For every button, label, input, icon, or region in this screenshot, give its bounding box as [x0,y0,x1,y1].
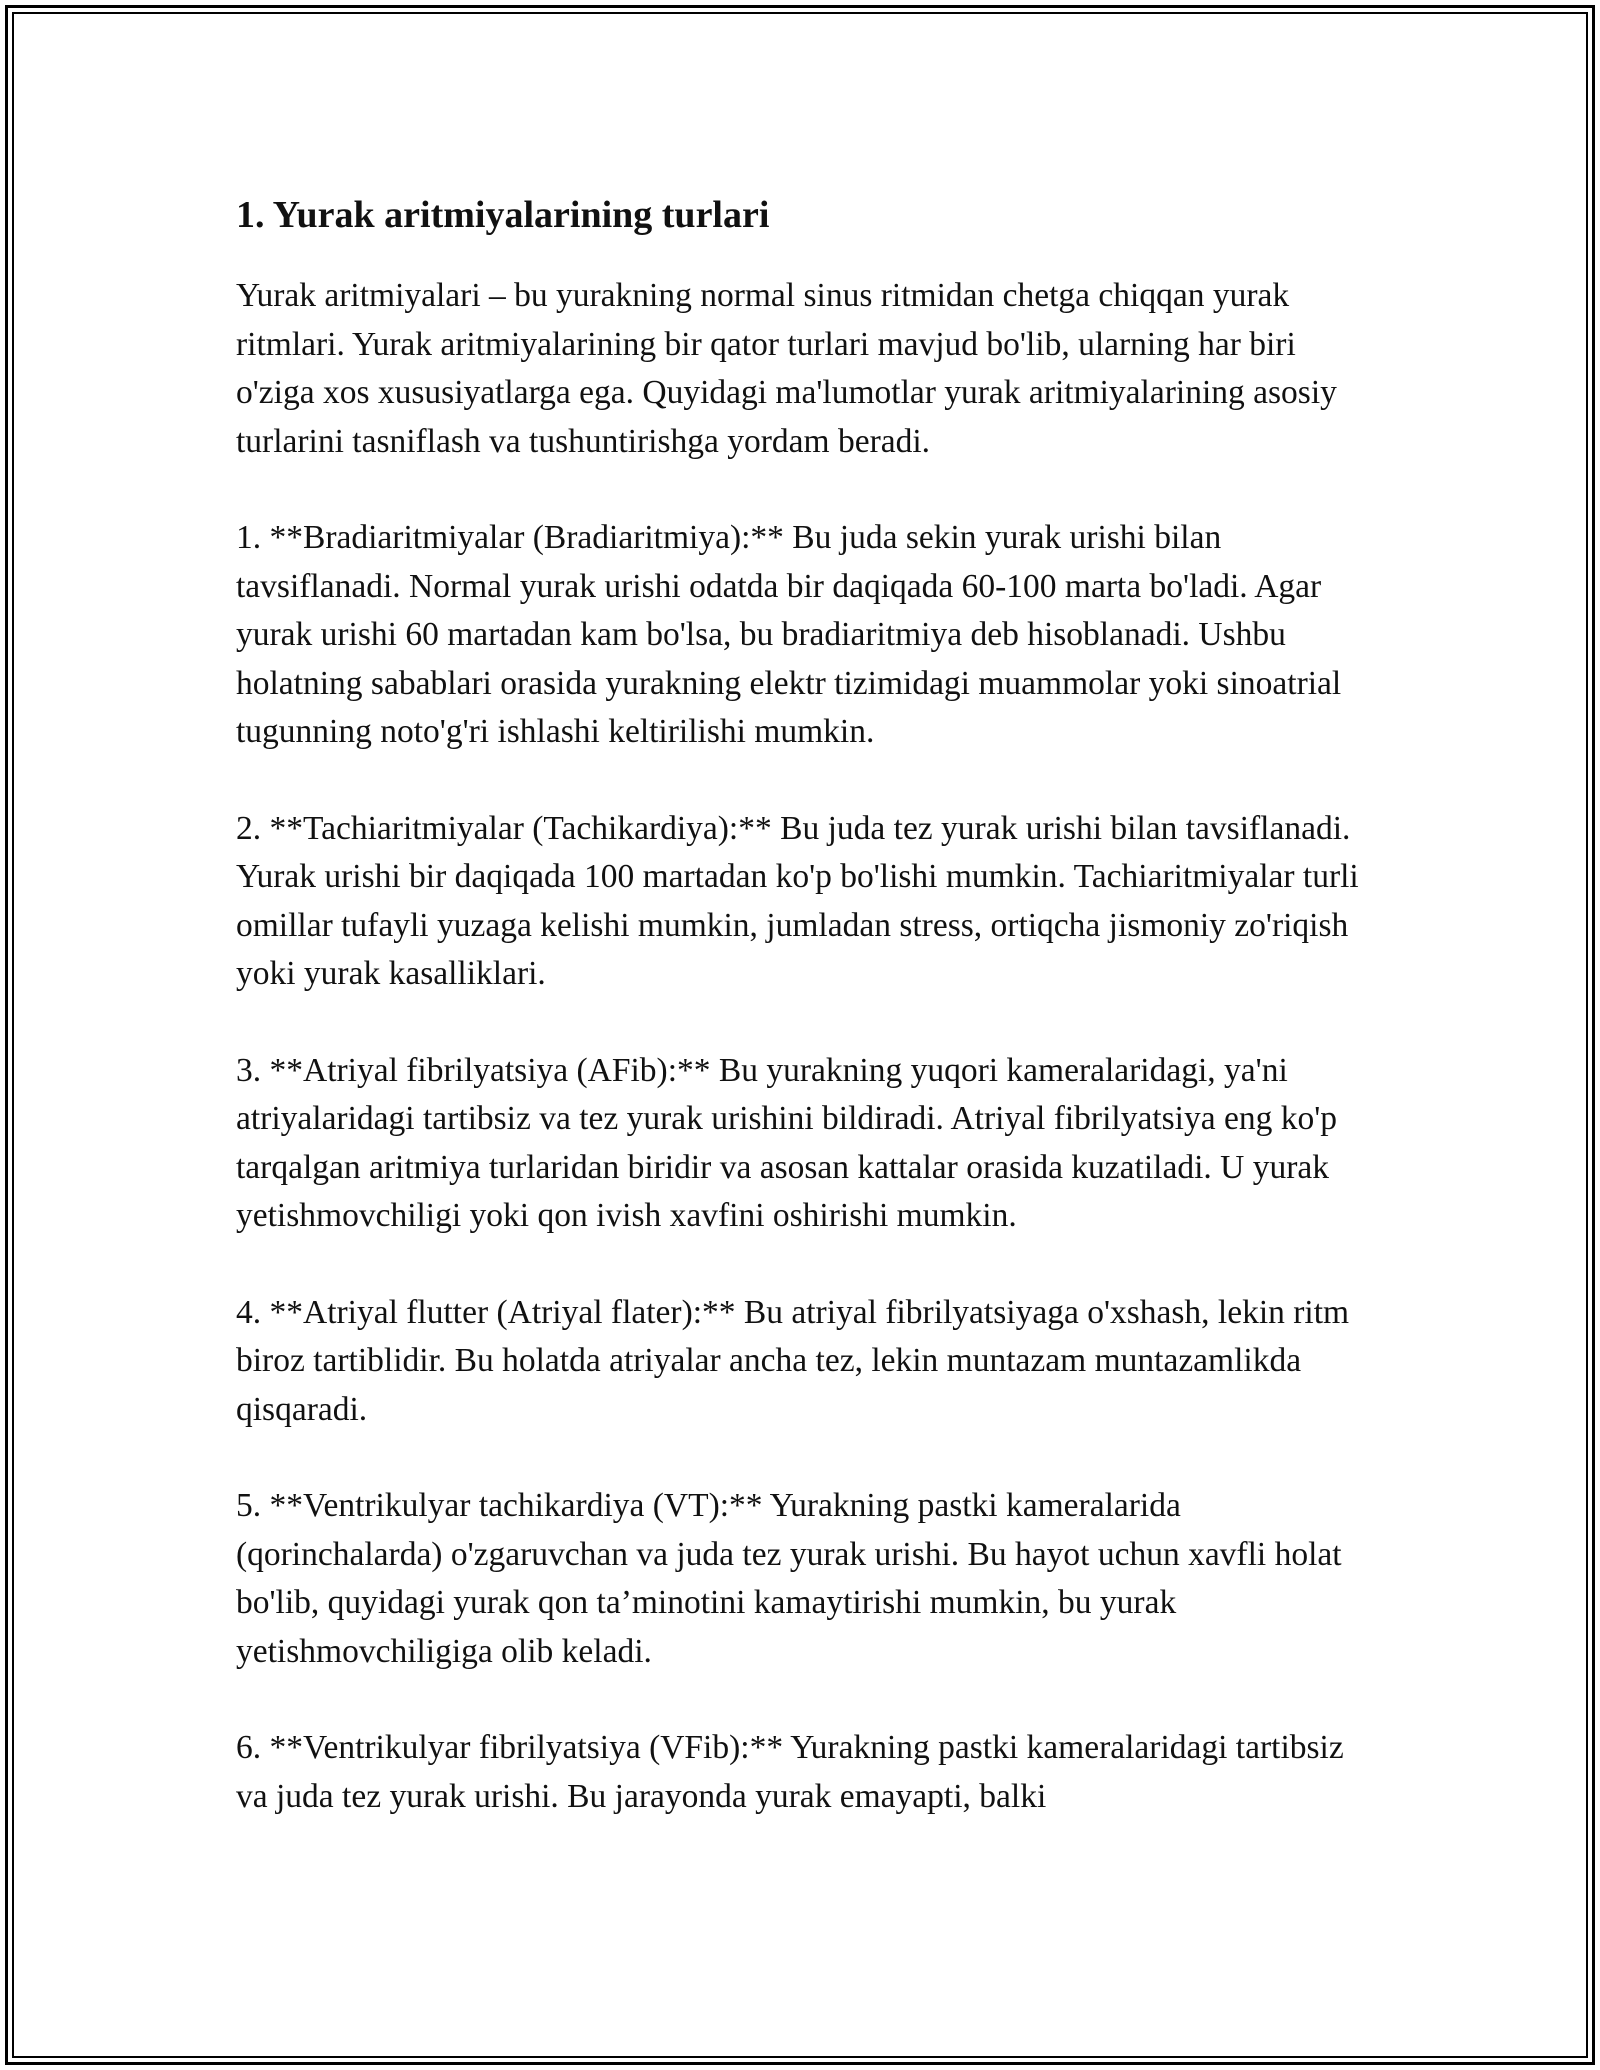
section-heading: 1. Yurak aritmiyalarining turlari [236,194,770,236]
list-item-tachiaritmiya: 2. **Tachiaritmiyalar (Tachikardiya):** Bu juda tez yurak urishi bilan tavsiflanadi. Yurak urishi bir daqiqada 100 martadan ko'p bo'lishi mumkin. Tachiaritmiyalar turli omillar tufayli yuzaga kelishi mumkin, jumladan stress, ortiqcha jismoniy zo'riqish yoki yurak kasalliklari. [236,809,1359,992]
list-item-afib: 3. **Atriyal fibrilyatsiya (AFib):** Bu yurakning yuqori kameralaridagi, ya'ni atriyalaridagi tartibsiz va tez yurak urishini bildiradi. Atriyal fibrilyatsiya eng ko'p tarqalgan aritmiya turlaridan biridir va asosan kattalar orasida kuzatiladi. U yurak yetishmovchiligi yoki qon ivish xavfini oshirishi mumkin. [236,1051,1337,1234]
document-body [236,186,1376,1869]
list-item-vt: 5. **Ventrikulyar tachikardiya (VT):** Yurakning pastki kameralarida (qorinchalarda) o'zgaruvchan va juda tez yurak urishi. Bu hayot uchun xavfli holat bo'lib, quyidagi yurak qon ta’minotini kamaytirishi mumkin, bu yurak yetishmovchiligiga olib keladi. [236,1487,1342,1670]
list-item-atrial-flutter: 4. **Atriyal flutter (Atriyal flater):** Bu atriyal fibrilyatsiyaga o'xshash, lekin ritm biroz tartiblidir. Bu holatda atriyalar ancha tez, lekin muntazam muntazamlikda qisqaradi. [236,1293,1350,1428]
list-item-bradiaritmiya: 1. **Bradiaritmiyalar (Bradiaritmiya):** Bu juda sekin yurak urishi bilan tavsiflanadi. Normal yurak urishi odatda bir daqiqada 60-100 marta bo'ladi. Agar yurak urishi 60 martadan kam bo'lsa, bu bradiaritmiya deb hisoblanadi. Ushbu holatning sabablari orasida yurakning elektr tizimidagi muammolar yoki sinoatrial tugunning noto'g'ri ishlashi keltirilishi mumkin. [236,519,1342,750]
intro-paragraph: Yurak aritmiyalari – bu yurakning normal sinus ritmidan chetga chiqqan yurak ritmlari. Yurak aritmiyalarining bir qator turlari mavjud bo'lib, ularning har biri o'ziga xos xususiyatlarga ega. Quyidagi ma'lumotlar yurak aritmiyalarining asosiy turlarini tasniflash va tushuntirishga yordam beradi. [236,277,1337,460]
list-item-vfib: 6. **Ventrikulyar fibrilyatsiya (VFib):** Yurakning pastki kameralaridagi tartibsiz va juda tez yurak urishi. Bu jarayonda yurak emayapti, balki [236,1729,1344,1815]
